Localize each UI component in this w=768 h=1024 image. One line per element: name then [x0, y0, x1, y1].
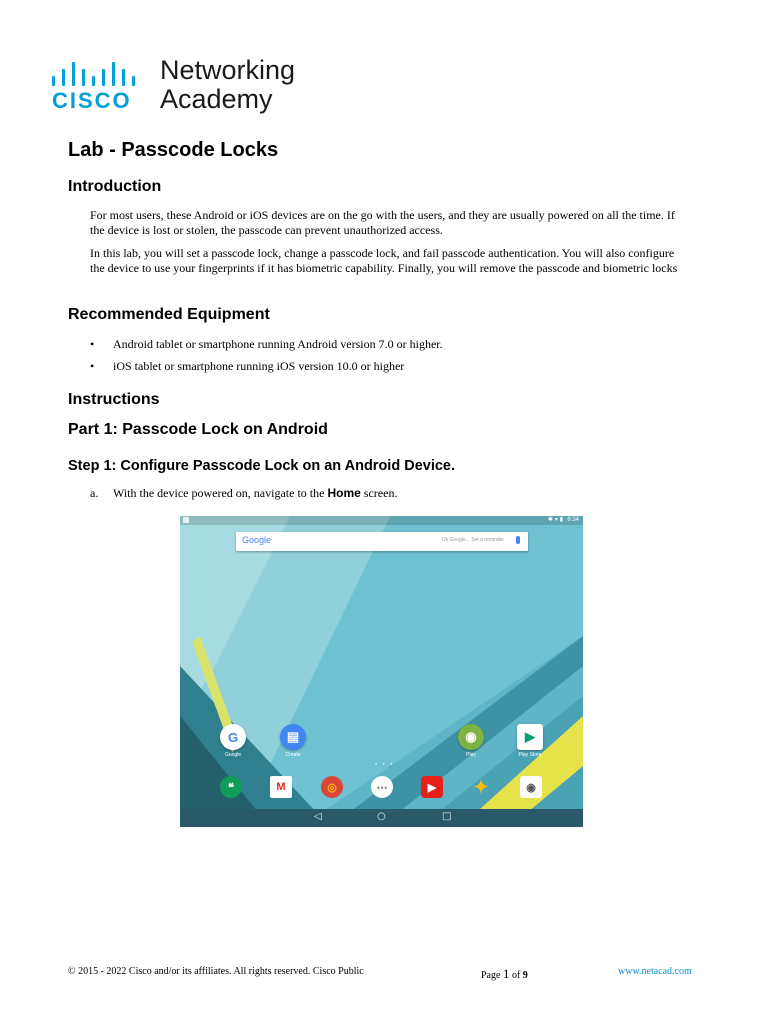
- youtube-icon[interactable]: ▶: [421, 776, 443, 798]
- app-play[interactable]: [456, 724, 486, 758]
- app-play-store[interactable]: [515, 724, 545, 758]
- step-a-text: [90, 486, 397, 501]
- gmail-icon[interactable]: M: [270, 776, 292, 798]
- recents-icon[interactable]: □: [442, 811, 452, 822]
- home-icon[interactable]: ○: [377, 811, 386, 822]
- mic-icon[interactable]: [516, 536, 520, 544]
- google-logo: Google: [242, 535, 272, 545]
- intro-paragraph-2: In this lab, you will set a passcode lock, change a passcode lock, and fail passcode authentication. You will also configure the device to use your fingerprints if it has biometric capability. Finally, you will remove the passcode and biometric locks: [90, 246, 678, 275]
- part1-heading: Part 1: Passcode Lock on Android: [68, 421, 328, 438]
- page-indicator: • • •: [375, 762, 395, 768]
- footer-url-link[interactable]: www.netacad.com: [618, 966, 692, 977]
- google-search-bar[interactable]: [236, 532, 528, 551]
- equipment-item: [90, 359, 404, 374]
- equipment-item: [90, 337, 443, 352]
- equipment-heading: Recommended Equipment: [68, 306, 270, 323]
- android-home-screenshot: [180, 516, 583, 827]
- step-a-after: screen.: [360, 486, 398, 500]
- navigation-bar: [180, 809, 583, 827]
- camera-icon[interactable]: ◉: [520, 776, 542, 798]
- introduction-heading: Introduction: [68, 178, 162, 195]
- step1-heading: Step 1: Configure Passcode Lock on an Android Device.: [68, 458, 456, 474]
- of-label: of: [511, 970, 521, 981]
- logo-academy-text: Academy: [160, 84, 273, 114]
- app-create[interactable]: [278, 724, 308, 758]
- play-app-icon: ◉: [458, 724, 484, 750]
- chrome-icon[interactable]: ◎: [321, 776, 343, 798]
- instructions-heading: Instructions: [68, 391, 160, 408]
- intro-paragraph-1: For most users, these Android or iOS devices are on the go with the users, and they are usually powered on all the time. If the device is lost or stolen, the passcode can prevent unauthorized access.: [90, 208, 675, 237]
- home-keyword: Home: [327, 486, 361, 500]
- apps-drawer-icon[interactable]: ⋯: [371, 776, 393, 798]
- footer-copyright: © 2015 - 2022 Cisco and/or its affiliates. All rights reserved. Cisco Public: [68, 966, 364, 977]
- app-label: Create: [285, 752, 301, 758]
- status-bar: [180, 516, 583, 525]
- page-total: 9: [522, 970, 528, 981]
- cisco-networking-academy-logo: [52, 55, 312, 118]
- step-a-before: With the device powered on, navigate to the: [113, 486, 328, 500]
- page-label: Page: [481, 970, 501, 981]
- docs-app-icon: ▤: [280, 724, 306, 750]
- logo-networking-text: Networking: [160, 55, 296, 85]
- photos-icon[interactable]: ✦: [473, 776, 489, 797]
- equipment-item-text: iOS tablet or smartphone running iOS version 10.0 or higher: [113, 359, 405, 373]
- page-num: 1: [502, 966, 510, 981]
- equipment-item-text: Android tablet or smartphone running Android version 7.0 or higher.: [113, 337, 443, 351]
- app-label: Play: [466, 752, 476, 758]
- step-letter: a.: [90, 486, 99, 500]
- bullet-icon: •: [90, 337, 95, 351]
- app-label: Google: [224, 752, 242, 758]
- status-time: 6:34: [567, 517, 579, 523]
- play-store-icon: ▶: [517, 724, 543, 750]
- cisco-bars-icon: [52, 60, 148, 86]
- app-google[interactable]: [218, 724, 248, 758]
- bullet-icon: •: [90, 359, 95, 373]
- google-app-icon: G: [220, 724, 246, 750]
- notification-icon: [183, 517, 189, 523]
- cisco-wordmark: CISCO: [52, 88, 132, 113]
- status-icons: ✱ ▾ ▮: [547, 516, 563, 523]
- footer-page-number: [481, 966, 528, 982]
- hangouts-icon[interactable]: ❝: [220, 776, 242, 798]
- app-label: Play Store: [518, 752, 542, 758]
- back-icon[interactable]: ◁: [314, 811, 322, 822]
- search-hint: Ok Google... Set a reminder: [441, 537, 504, 543]
- document-title: Lab - Passcode Locks: [68, 139, 279, 161]
